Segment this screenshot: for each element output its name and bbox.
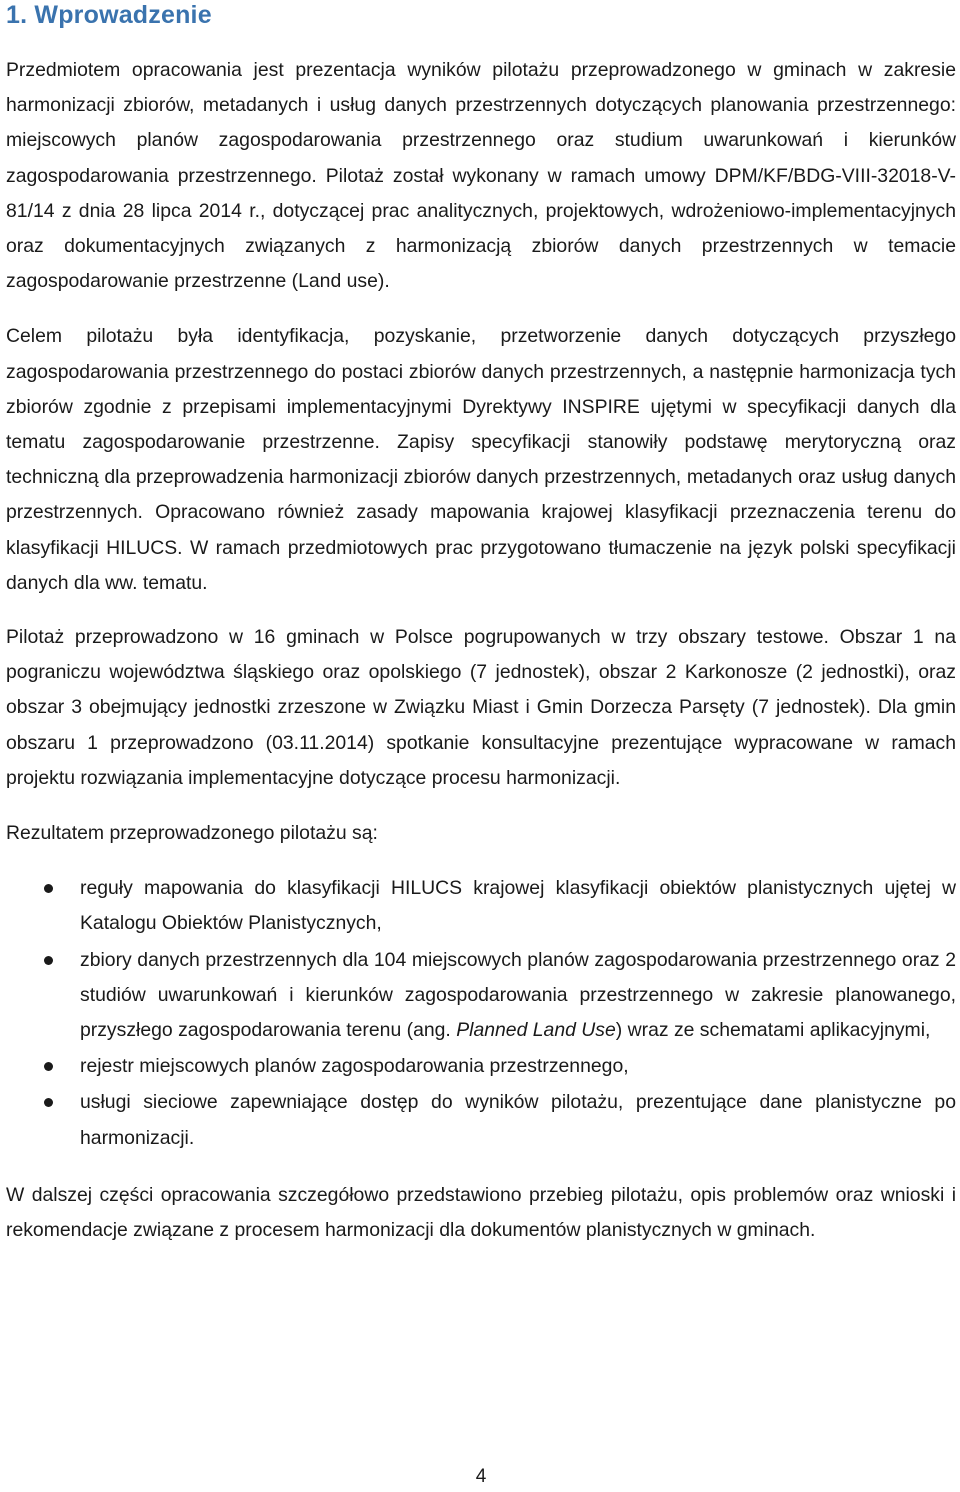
list-item-text: rejestr miejscowych planów zagospodarowania przestrzennego, (80, 1055, 629, 1078)
list-item (6, 943, 956, 1049)
paragraph-goal: Celem pilotażu była identyfikacja, pozyskanie, przetworzenie danych dotyczących przyszłego zagospodarowania przestrzennego do postaci zbiorów danych przestrzennych, a następnie harmonizacja tych zbiorów zgodnie z przepisami implementacyjnymi Dyrektywy INSPIRE ujętymi w specyfikacji danych dla tematu zagospodarowanie przestrzenne. Zapisy specyfikacji stanowiły podstawę merytoryczną oraz techniczną dla przeprowadzenia harmonizacji zbiorów danych przestrzennych, metadanych oraz usług danych przestrzennych. Opracowano również zasady mapowania krajowej klasyfikacji przeznaczenia terenu do klasyfikacji HILUCS. W ramach przedmiotowych prac przygotowano tłumaczenie na język polski specyfikacji danych dla ww. tematu. (6, 325, 956, 594)
bullet-icon (44, 884, 53, 893)
list-item-text: usługi sieciowe zapewniające dostęp do wyników pilotażu, prezentujące dane planistyczne po harmonizacji. (80, 1091, 956, 1149)
list-item-text: zbiory danych przestrzennych dla 104 miejscowych planów zagospodarowania przestrzennego oraz 2 studiów uwarunkowań i kierunków zagospodarowania przestrzennego w zakresie planowanego, przyszłego zagospodarowania terenu (ang. (80, 948, 956, 1042)
paragraph-conclusion: W dalszej części opracowania szczegółowo przedstawiono przebieg pilotażu, opis problemów oraz wnioski i rekomendacje związane z procesem harmonizacji dla dokumentów planistycznych w gminach. (6, 1183, 956, 1242)
list-item-text-tail: ) wraz ze schematami aplikacyjnymi, (615, 1019, 931, 1042)
list-item (6, 1049, 956, 1084)
paragraph-results-intro: Rezultatem przeprowadzonego pilotażu są: (6, 822, 378, 845)
page-number: 4 (475, 1466, 487, 1487)
bullet-icon (44, 1062, 53, 1071)
list-item-text: reguły mapowania do klasyfikacji HILUCS krajowej klasyfikacji obiektów planistycznych ujętej w Katalogu Obiektów Planistycznych, (80, 877, 956, 935)
paragraph-introduction: Przedmiotem opracowania jest prezentacja wyników pilotażu przeprowadzonego w gminach w zakresie harmonizacji zbiorów, metadanych i usług danych przestrzennych dotyczących planowania przestrzennego: miejscowych planów zagospodarowania przestrzennego oraz studium uwarunkowań i kierunków zagospodarowania przestrzennego. Pilotaż został wykonany w ramach umowy DPM/KF/BDG-VIII-32018-V-81/14 z dnia 28 lipca 2014 r., dotyczącej prac analitycznych, projektowych, wdrożeniowo-implementacyjnych oraz dokumentacyjnych związanych z harmonizacją zbiorów danych przestrzennych w temacie zagospodarowanie przestrzenne (Land use). (6, 59, 956, 293)
list-item (6, 871, 956, 941)
list-item (6, 1085, 956, 1155)
bullet-icon (44, 956, 53, 965)
paragraph-pilot-areas: Pilotaż przeprowadzono w 16 gminach w Polsce pogrupowanych w trzy obszary testowe. Obszar 1 na pograniczu województwa śląskiego oraz opolskiego (7 jednostek), obszar 2 Karkonosze (2 jednostki), oraz obszar 3 obejmujący jednostki zrzeszone w Związku Miast i Gmin Dorzecza Parsęty (7 jednostek). Dla gmin obszaru 1 przeprowadzono (03.11.2014) spotkanie konsultacyjne prezentujące wypracowane w ramach projektu rozwiązania implementacyjne dotyczące procesu harmonizacji. (6, 626, 956, 789)
section-heading: 1. Wprowadzenie (6, 1, 212, 29)
list-item-italic-term: Planned Land Use (456, 1019, 616, 1042)
document-page (6, 0, 956, 1492)
results-list (6, 871, 956, 1156)
bullet-icon (44, 1098, 53, 1107)
